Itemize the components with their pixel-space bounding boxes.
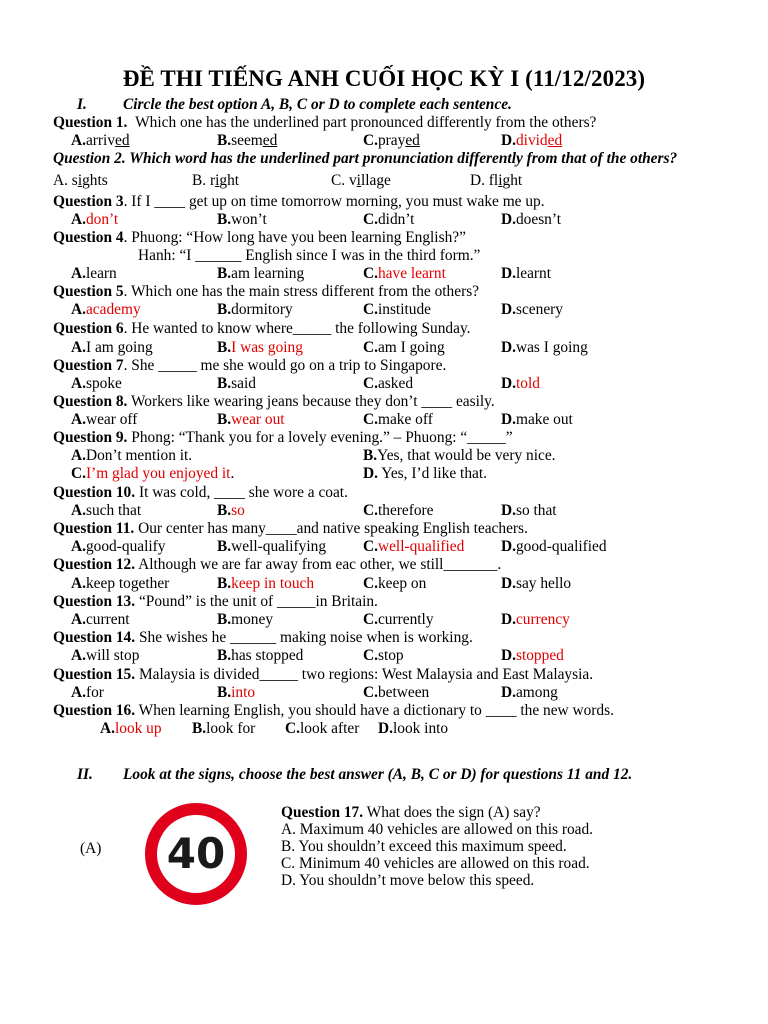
option-a[interactable] [71,502,141,520]
question-11 [53,520,528,538]
option-c-answer[interactable] [71,465,234,483]
option-letter: A. [71,339,86,356]
option-a[interactable] [71,647,139,665]
option-text: stop [377,647,404,664]
question-text: . He wanted to know where_____ the following Sunday. [123,320,471,337]
question-text: . Phuong: “How long have you been learning English?” [123,229,466,246]
question-text: Our center has many____and native speaking English teachers. [134,520,528,537]
question-label: Question 7 [53,357,124,374]
question-2 [53,150,677,168]
option-text: I was going [231,339,303,356]
option-d[interactable] [501,339,588,357]
option-text: doesn’t [515,211,561,228]
option-b-answer[interactable] [217,339,303,357]
option-letter: B. [217,339,232,356]
option-a-answer[interactable] [71,211,118,229]
option-text: stopped [515,647,564,664]
option-text: told [515,375,540,392]
question-6 [53,320,471,338]
option-d[interactable] [501,684,558,702]
option-text: so [231,502,245,519]
option-text: ght [502,172,523,189]
question-9 [53,429,513,447]
question-label: Question 15. [53,666,136,683]
option-letter: A. [71,411,86,428]
option-text: good-qualified [515,538,607,555]
option-letter: B. [217,684,232,701]
option-letter: D. [501,265,516,282]
option-b[interactable]: B. You shouldn’t exceed this maximum speed. [281,838,567,855]
option-c[interactable] [363,211,414,229]
option-letter: B. [217,265,232,282]
option-d-answer[interactable] [501,611,570,629]
question-text: Workers like wearing jeans because they don’t ____ easily. [127,393,495,410]
option-letter: D. [501,575,516,592]
option-c[interactable] [363,684,429,702]
option-b[interactable] [363,447,556,465]
option-text: was I going [515,339,588,356]
question-text: It was cold, ____ she wore a coat. [135,484,348,501]
option-text: make off [377,411,433,428]
option-text: look for [206,720,256,737]
question-label: Question 9. [53,429,128,446]
option-text: learnt [515,265,552,282]
option-letter: C. [363,265,378,282]
option-b[interactable] [217,375,256,393]
option-c[interactable] [285,720,359,738]
option-text: ght [219,172,240,189]
question-label: Question 12. [53,556,136,573]
option-text: didn’t [377,211,415,228]
option-text: spoke [85,375,122,392]
option-letter: C. [363,538,378,555]
option-c[interactable] [363,411,433,429]
option-text: money [231,611,274,628]
option-letter: B. [192,720,207,737]
option-a[interactable] [71,375,122,393]
question-16 [53,702,614,720]
sign-label: (A) [80,840,102,857]
option-text: D. fl [470,172,499,189]
option-letter: C. [363,575,378,592]
underlined-part: ed [115,132,130,149]
option-d[interactable]: D. You shouldn’t move below this speed. [281,872,535,889]
option-d[interactable] [363,465,487,483]
option-text: Yes, that would be very nice. [377,447,556,464]
option-b[interactable] [217,647,303,665]
section-number: I. [77,96,87,113]
option-letter: A. [71,301,86,318]
option-b[interactable] [217,301,293,319]
option-c[interactable]: C. Minimum 40 vehicles are allowed on this road. [281,855,590,872]
option-text: good-qualify [85,538,166,555]
option-c[interactable] [363,502,434,520]
option-d-answer[interactable] [501,375,540,393]
question-4-line-2: Hanh: “I ______ English since I was in the third form.” [138,247,481,264]
question-text: “Pound” is the unit of _____in Britain. [135,593,378,610]
option-letter: D. [501,132,516,149]
option-text: therefore [377,502,434,519]
option-text: so that [515,502,557,519]
option-letter: B. [217,132,232,149]
question-text: . Which one has the main stress different from the others? [123,283,480,300]
option-letter: D. [501,375,516,392]
option-text: among [515,684,558,701]
option-letter: A. [71,611,86,628]
option-letter: A. [71,575,86,592]
sign-number: 40 [166,829,226,878]
option-b[interactable] [192,172,239,190]
option-d[interactable] [501,265,551,283]
option-text: currently [377,611,434,628]
option-text: said [231,375,256,392]
option-c[interactable] [363,575,426,593]
option-d[interactable] [501,575,571,593]
option-text: has stopped [231,647,304,664]
option-text: I am going [85,339,153,356]
option-letter: C. [363,339,378,356]
question-13 [53,593,378,611]
option-text: look up [114,720,162,737]
option-d[interactable] [501,411,573,429]
option-a[interactable]: A. Maximum 40 vehicles are allowed on this road. [281,821,594,838]
question-label: Question 10. [53,484,136,501]
question-text: When learning English, you should have a dictionary to ____ the new words. [135,702,614,719]
page-title: ĐỀ THI TIẾNG ANH CUỐI HỌC KỲ I (11/12/2023) [122,66,646,91]
question-7 [53,357,446,375]
option-text: such that [85,502,142,519]
underlined-part: i [77,172,83,189]
option-letter: C. [71,465,86,482]
question-label: Question 13. [53,593,136,610]
option-d[interactable] [378,720,448,738]
underlined-part: i [356,172,361,189]
option-d[interactable] [501,538,607,556]
option-letter: C. [363,684,378,701]
option-text: look into [392,720,449,737]
option-letter: C. [363,611,378,628]
question-label: Question 2. [53,150,126,167]
question-text: Although we are far away from eac other, we still_______. [135,556,502,573]
option-letter: B. [217,647,232,664]
underlined-part: ed [405,132,420,149]
option-text: between [377,684,430,701]
option-text: dormitory [231,301,293,318]
option-a[interactable] [71,339,153,357]
underlined-part: i [498,172,503,189]
option-text: won’t [231,211,267,228]
option-text: current [85,611,130,628]
option-a-answer[interactable] [100,720,162,738]
option-letter: D. [501,502,516,519]
option-c[interactable] [363,132,420,150]
section-1-heading [77,96,512,114]
option-text: make out [515,411,573,428]
option-letter: A. [71,502,86,519]
option-text: ghts [82,172,108,189]
option-letter: D. [501,339,516,356]
option-b-answer[interactable] [217,502,245,520]
option-text: Don’t mention it. [85,447,193,464]
underlined-part: ed [547,132,563,149]
question-4 [53,229,466,247]
option-text: don’t [85,211,119,228]
option-text: scenery [515,301,563,318]
underlined-part: i [215,172,220,189]
section-2-heading [77,766,632,784]
option-letter: D. [501,611,516,628]
option-letter: A. [71,265,86,282]
option-text: for [85,684,104,701]
question-text: . If I ____ get up on time tomorrow morning, you must wake me up. [123,193,545,210]
option-b[interactable] [217,611,273,629]
option-letter: D. [378,720,393,737]
option-text: I’m glad you enjoyed it [85,465,231,482]
option-c-answer[interactable] [363,538,464,556]
question-12 [53,556,501,574]
question-15 [53,666,593,684]
underlined-part: ed [262,132,278,149]
option-c-answer[interactable] [363,265,446,283]
option-letter: B. [217,502,232,519]
option-c[interactable] [363,339,445,357]
option-letter: C. [285,720,300,737]
option-text: well-qualifying [231,538,327,555]
option-text: say hello [515,575,572,592]
option-b[interactable] [217,132,277,150]
option-text: C. v [331,172,357,189]
option-d[interactable] [501,301,563,319]
option-letter: B. [217,575,232,592]
option-letter: A. [71,647,86,664]
option-text: divid [515,132,548,149]
question-8 [53,393,495,411]
option-text: keep in touch [231,575,315,592]
question-stem [281,804,593,821]
option-letter: C. [363,132,378,149]
question-label: Question 5 [53,283,124,300]
question-5 [53,283,479,301]
question-label: Question 4 [53,229,124,246]
option-letter: D. [501,301,516,318]
option-letter: C. [363,301,378,318]
option-letter: B. [217,301,232,318]
option-letter: B. [363,447,378,464]
option-c[interactable] [363,375,413,393]
question-text: Which word has the underlined part pronunciation differently from that of the others? [129,150,678,167]
question-text: She wishes he ______ making noise when is working. [135,629,473,646]
option-text: wear off [85,411,138,428]
option-b-answer[interactable] [217,684,255,702]
option-a-answer[interactable] [71,301,141,319]
option-letter: C. [363,502,378,519]
option-letter: A. [100,720,115,737]
section-number: II. [77,766,93,783]
question-text: Phong: “Thank you for a lovely evening.” – Phuong: “_____” [127,429,513,446]
option-text: am I going [377,339,445,356]
option-text: B. r [192,172,216,189]
option-letter: D. [501,211,516,228]
option-text: arriv [85,132,116,149]
question-label: Question 11. [53,520,135,537]
option-letter: A. [71,684,86,701]
option-a[interactable] [71,575,169,593]
option-text: am learning [231,265,305,282]
option-a[interactable] [71,132,130,150]
option-letter: D. [501,411,516,428]
option-letter: A. [71,375,86,392]
option-b-answer[interactable] [217,575,314,593]
option-letter: C. [363,211,378,228]
question-label: Question 3 [53,193,124,210]
option-text: look after [299,720,360,737]
option-text: well-qualified [377,538,465,555]
option-a[interactable] [71,684,104,702]
option-letter: B. [217,375,232,392]
option-text: have learnt [377,265,446,282]
option-letter: C. [363,647,378,664]
option-c[interactable] [363,301,431,319]
option-letter: B. [217,411,232,428]
option-text: pray [377,132,406,149]
section-instruction: Circle the best option A, B, C or D to complete each sentence. [123,96,512,113]
option-letter: A. [71,538,86,555]
question-14 [53,629,473,647]
option-letter: B. [217,611,232,628]
option-d[interactable] [470,172,522,190]
option-b[interactable] [217,265,304,283]
question-10 [53,484,348,502]
question-label: Question 16. [53,702,136,719]
question-label: Question 8. [53,393,128,410]
option-punctuation: . [230,465,235,482]
option-letter: A. [71,132,86,149]
option-letter: A. [71,211,86,228]
option-d-answer[interactable] [501,132,562,150]
question-17 [281,804,593,889]
option-text: wear out [231,411,285,428]
option-text: academy [85,301,141,318]
option-d-answer[interactable] [501,647,564,665]
question-label: Question 17. [281,804,364,821]
question-3 [53,193,545,211]
option-text: learn [85,265,117,282]
option-text: institude [377,301,431,318]
question-label: Question 14. [53,629,136,646]
option-text: seem [231,132,263,149]
option-text: asked [377,375,414,392]
option-b-answer[interactable] [217,411,285,429]
option-text: Yes, I’d like that. [377,465,487,482]
option-text: keep on [377,575,427,592]
option-letter: D. [363,465,378,482]
option-letter: C. [363,411,378,428]
question-label: Question 6 [53,320,124,337]
question-label: Question 1. [53,114,128,131]
option-letter: B. [217,211,232,228]
option-c[interactable] [363,611,434,629]
option-a[interactable] [71,611,130,629]
option-letter: B. [217,538,232,555]
option-b[interactable] [217,538,326,556]
option-text: will stop [85,647,140,664]
question-text: Which one has the underlined part pronounced differently from the others? [135,114,597,131]
section-instruction: Look at the signs, choose the best answer (A, B, C or D) for questions 11 and 12. [123,766,633,783]
option-letter: C. [363,375,378,392]
option-a[interactable] [53,172,108,190]
option-letter: D. [501,684,516,701]
option-a[interactable] [71,447,192,465]
option-b[interactable] [192,720,255,738]
option-d[interactable] [501,502,557,520]
option-text: into [231,684,256,701]
option-text: A. s [53,172,78,189]
option-c[interactable] [363,647,404,665]
question-1 [53,114,596,132]
option-a[interactable] [71,538,165,556]
speed-limit-sign-icon [144,802,248,906]
option-letter: D. [501,538,516,555]
option-a[interactable] [71,411,137,429]
option-text: currency [515,611,570,628]
option-b[interactable] [217,211,267,229]
question-text: Malaysia is divided_____ two regions: West Malaysia and East Malaysia. [135,666,594,683]
option-a[interactable] [71,265,117,283]
option-c[interactable] [331,172,391,190]
option-letter: D. [501,647,516,664]
option-letter: A. [71,447,86,464]
question-text: What does the sign (A) say? [363,804,541,821]
question-text: . She _____ me she would go on a trip to Singapore. [123,357,447,374]
option-text: keep together [85,575,170,592]
option-d[interactable] [501,211,561,229]
option-text: llage [360,172,391,189]
